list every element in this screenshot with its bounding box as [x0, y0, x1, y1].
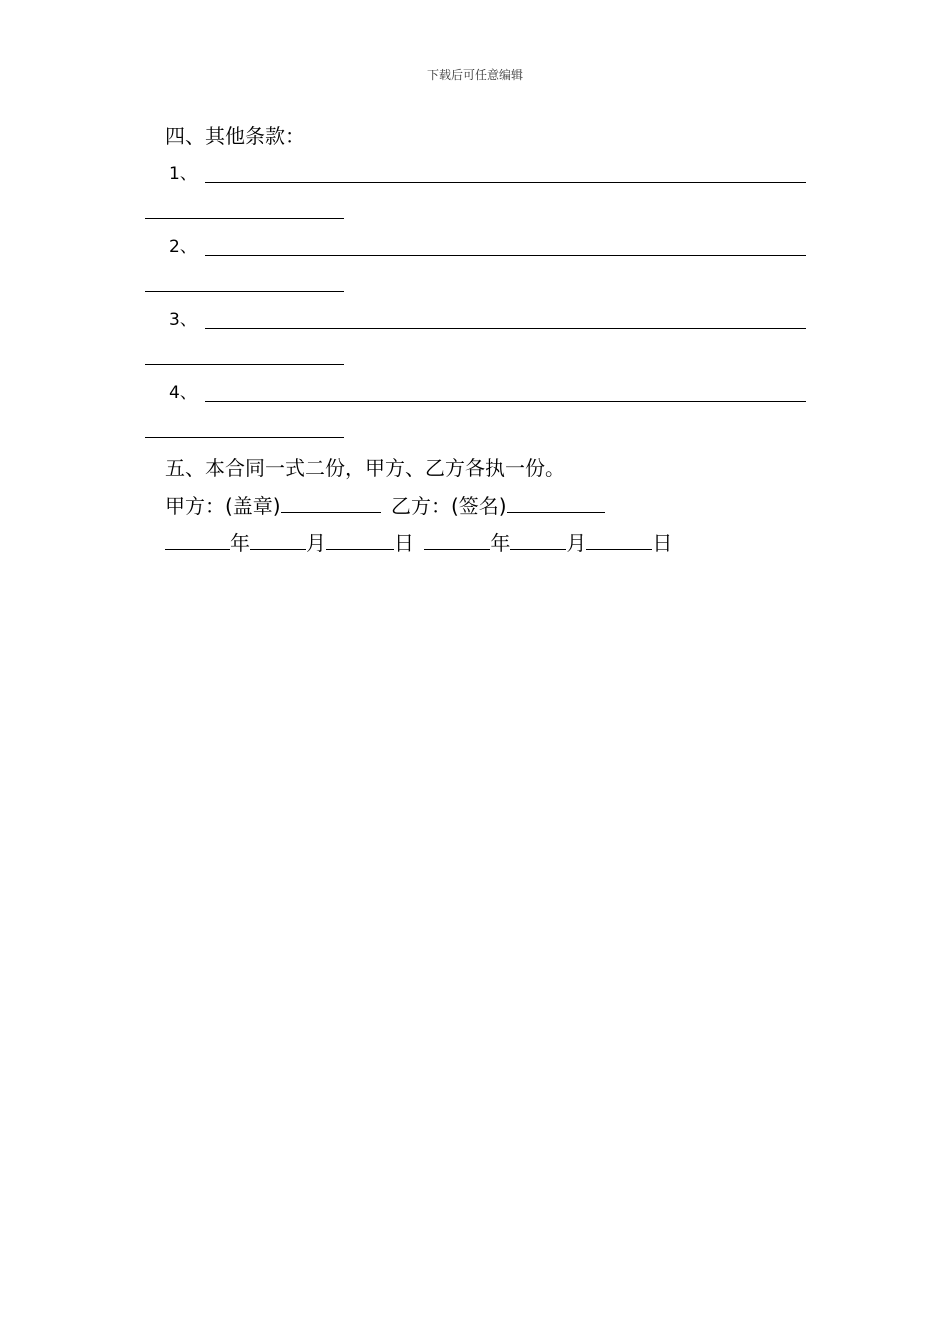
- page-header: 下载后可任意编辑: [426, 68, 523, 82]
- day-label: 日: [652, 531, 673, 555]
- party-b-day-blank[interactable]: [586, 529, 652, 550]
- party-a-label: 甲方：(盖章): [165, 494, 281, 518]
- month-label: 月: [306, 531, 326, 555]
- item-4-blank-continuation[interactable]: [145, 437, 344, 438]
- section-copies-clause: 五、本合同一式二份，甲方、乙方各执一份。: [165, 456, 565, 480]
- item-2-blank-continuation[interactable]: [145, 291, 344, 292]
- party-a-year-blank[interactable]: [165, 529, 230, 550]
- item-4-blank-line[interactable]: [205, 401, 806, 402]
- item-3-blank-line[interactable]: [205, 328, 806, 329]
- day-label: 日: [394, 531, 414, 555]
- item-number-3: 3、: [169, 310, 197, 330]
- item-1-blank-continuation[interactable]: [145, 218, 344, 219]
- party-a-signature-blank[interactable]: [281, 492, 381, 513]
- item-number-4: 4、: [169, 383, 197, 403]
- item-number-1: 1、: [169, 164, 197, 184]
- party-b-month-blank[interactable]: [510, 529, 566, 550]
- party-b-signature-blank[interactable]: [507, 492, 605, 513]
- year-label: 年: [230, 531, 250, 555]
- item-3-blank-continuation[interactable]: [145, 364, 344, 365]
- year-label: 年: [490, 531, 511, 555]
- item-1-blank-line[interactable]: [205, 182, 806, 183]
- party-a-day-blank[interactable]: [326, 529, 394, 550]
- party-b-label: 乙方：(签名): [390, 494, 507, 518]
- date-row: [165, 529, 672, 555]
- month-label: 月: [566, 531, 587, 555]
- party-a-month-blank[interactable]: [250, 529, 306, 550]
- signature-row: [165, 492, 605, 518]
- item-2-blank-line[interactable]: [205, 255, 806, 256]
- party-b-year-blank[interactable]: [424, 529, 490, 550]
- section-title-other-terms: 四、其他条款：: [165, 124, 305, 148]
- item-number-2: 2、: [169, 237, 197, 257]
